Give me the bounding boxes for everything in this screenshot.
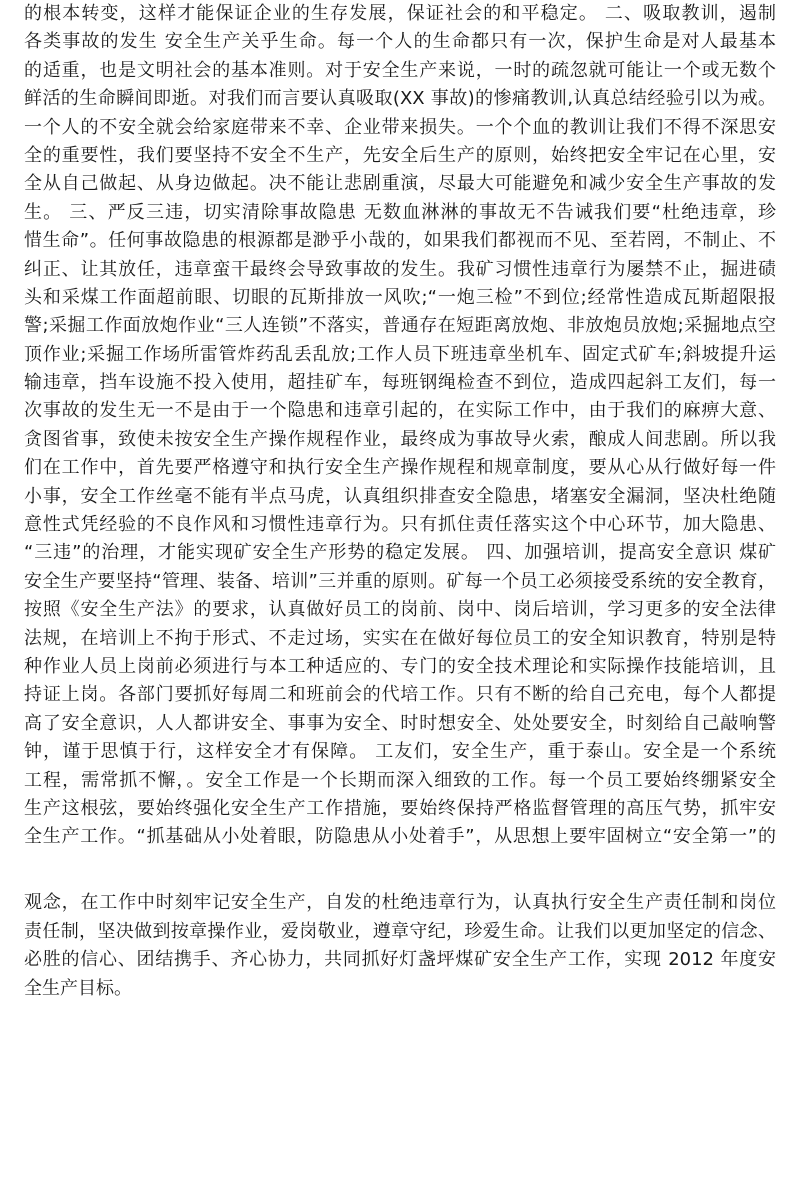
text-line: 高了安全意识，人人都讲安全、事事为安全、时时想安全、处处要安全，时刻给自己敲响警 [24, 712, 776, 734]
text-line: 次事故的发生无一不是由于一个隐患和违章引起的，在实际工作中，由于我们的麻痹大意、 [24, 400, 776, 422]
text-line: “三违”的治理，才能实现矿安全生产形势的稳定发展。 四、加强培训，提高安全意识 煤矿 [24, 542, 776, 564]
text-line: 责任制，坚决做到按章操作业，爱岗敬业，遵章守纪，珍爱生命。让我们以更加坚定的信念、 [24, 920, 776, 942]
text-line: 工程，需常抓不懈，。安全工作是一个长期而深入细致的工作。每一个员工要始终绷紧安全 [24, 769, 776, 791]
text-line: 们在工作中，首先要严格遵守和执行安全生产操作规程和规章制度，要从心从行做好每一件 [24, 457, 776, 479]
text-line: 钟，谨于思慎于行，这样安全才有保障。 工友们，安全生产，重于泰山。安全是一个系统 [24, 741, 776, 763]
text-line: 全生产目标。 [24, 978, 132, 1000]
text-line: 安全生产要坚持“管理、装备、培训”三并重的原则。矿每一个员工必须接受系统的安全教育， [24, 570, 776, 592]
text-line: 各类事故的发生 安全生产关乎生命。每一个人的生命都只有一次，保护生命是对人最基本 [24, 31, 776, 53]
text-line: 贪图省事，致使未按安全生产操作规程作业，最终成为事故导火索，酿成人间悲剧。所以我 [24, 428, 776, 450]
text-line: 纠正、让其放任，违章蛮干最终会导致事故的发生。我矿习惯性违章行为屡禁不止，掘进碛 [24, 258, 776, 280]
text-line: 生产这根弦，要始终强化安全生产工作措施，要始终保持严格监督管理的高压气势，抓牢安 [24, 797, 776, 819]
text-line: 观念，在工作中时刻牢记安全生产，自发的杜绝违章行为，认真执行安全生产责任制和岗位 [24, 892, 776, 913]
text-line: 全的重要性，我们要坚持不安全不生产，先安全后生产的原则，始终把安全牢记在心里，安 [24, 144, 776, 166]
text-line: 种作业人员上岗前必须进行与本工种适应的、专门的安全技术理论和实际操作技能培训，且 [24, 655, 776, 677]
text-line: 法规，在培训上不拘于形式、不走过场，实实在在做好每位员工的安全知识教育，特别是特 [24, 627, 776, 649]
text-line: 输违章，挡车设施不投入使用，超挂矿车，每班钢绳检查不到位，造成四起斜工友们，每一 [24, 372, 776, 394]
text-line: 顶作业;采掘工作场所雷管炸药乱丢乱放;工作人员下班违章坐机车、固定式矿车;斜坡提升运 [24, 343, 776, 365]
text-line: 的根本转变，这样才能保证企业的生存发展，保证社会的和平稳定。 二、吸取教训，遏制 [24, 3, 776, 24]
text-line: 全生产工作。“抓基础从小处着眼，防隐患从小处着手”，从思想上要牢固树立“安全第一”的 [24, 826, 776, 848]
text-line: 持证上岗。各部门要抓好每周二和班前会的代培工作。只有不断的给自己充电，每个人都提 [24, 684, 776, 706]
text-line: 鲜活的生命瞬间即逝。对我们而言要认真吸取(XX 事故)的惨痛教训,认真总结经验引以为戒。 [24, 88, 776, 110]
text-line: 惜生命”。任何事故隐患的根源都是渺乎小哉的，如果我们都视而不见、至若罔，不制止、不 [24, 230, 776, 252]
text-line: 小事，安全工作丝毫不能有半点马虎，认真组织排查安全隐患，堵塞安全漏洞，坚决杜绝随 [24, 485, 776, 507]
text-line: 警;采掘工作面放炮作业“三人连锁”不落实，普通存在短距离放炮、非放炮员放炮;采掘地点空 [24, 315, 776, 337]
text-line: 全从自己做起、从身边做起。决不能让悲剧重演，尽最大可能避免和减少安全生产事故的发 [24, 173, 776, 195]
text-line: 一个人的不安全就会给家庭带来不幸、企业带来损失。一个个血的教训让我们不得不深思安 [24, 116, 776, 138]
continued-text-block [24, 889, 776, 1004]
text-line: 头和采煤工作面超前眼、切眼的瓦斯排放一风吹;“一炮三检”不到位;经常性造成瓦斯超限报 [24, 286, 776, 308]
text-line: 的适重，也是文明社会的基本准则。对于安全生产来说，一时的疏忽就可能让一个或无数个 [24, 59, 776, 81]
page-text-block [24, 0, 776, 852]
text-line: 必胜的信心、团结携手、齐心协力，共同抓好灯盏坪煤矿安全生产工作，实现 2012 年度安 [24, 949, 776, 971]
text-line: 意性式凭经验的不良作风和习惯性违章行为。只有抓住责任落实这个中心环节，加大隐患、 [24, 514, 776, 536]
text-line: 生。 三、严反三违，切实清除事故隐患 无数血淋淋的事故无不告诫我们要“杜绝违章，珍 [24, 201, 776, 223]
text-line: 按照《安全生产法》的要求，认真做好员工的岗前、岗中、岗后培训，学习更多的安全法律 [24, 599, 776, 621]
